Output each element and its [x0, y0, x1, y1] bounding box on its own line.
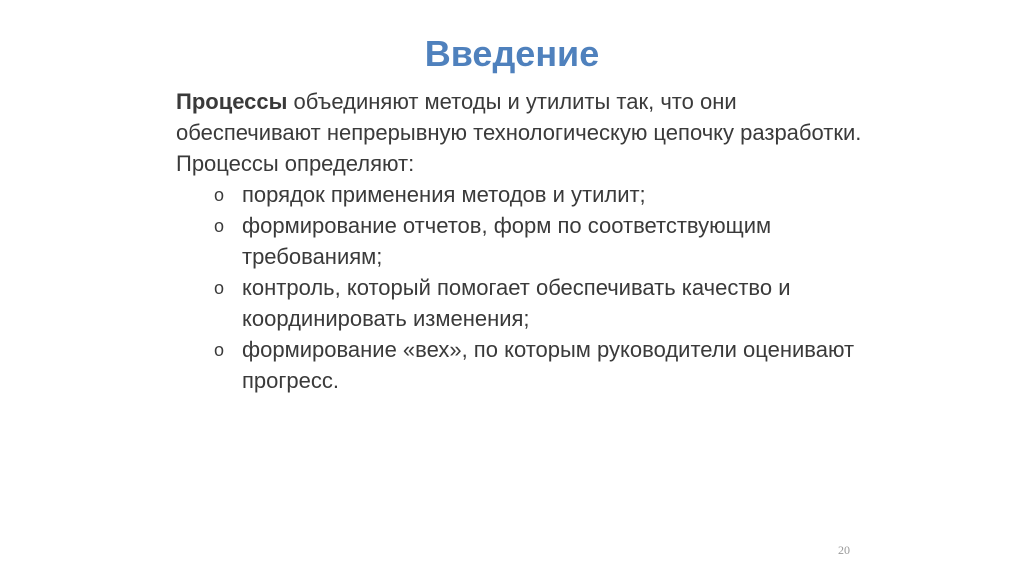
list-item-text: формирование «вех», по которым руководители оценивают прогресс. — [242, 337, 855, 393]
hollow-circle-bullet-icon: o — [214, 185, 225, 205]
hollow-circle-bullet-icon: o — [214, 340, 225, 360]
list-item-text: контроль, который помогает обеспечивать качество и координировать изменения; — [242, 275, 791, 331]
intro-text: объединяют методы и утилиты так, что они обеспечивают непрерывную технологическую цепочку разработки. — [176, 89, 862, 145]
hollow-circle-bullet-icon: o — [214, 278, 225, 298]
list-item — [176, 272, 876, 334]
list-item-text: порядок применения методов и утилит; — [242, 182, 646, 207]
bullet-list — [176, 179, 876, 396]
subheading: Процессы определяют: — [176, 151, 415, 176]
list-item-text: формирование отчетов, форм по соответствующим требованиям; — [242, 213, 772, 269]
list-item — [176, 210, 876, 272]
list-item — [176, 179, 876, 210]
slide-title: Введение — [424, 33, 600, 74]
page-number: 20 — [838, 543, 850, 557]
hollow-circle-bullet-icon: o — [214, 216, 225, 236]
intro-paragraph — [176, 86, 876, 148]
intro-bold-term: Процессы — [176, 89, 288, 114]
list-item — [176, 334, 876, 396]
slide-content — [176, 86, 876, 396]
